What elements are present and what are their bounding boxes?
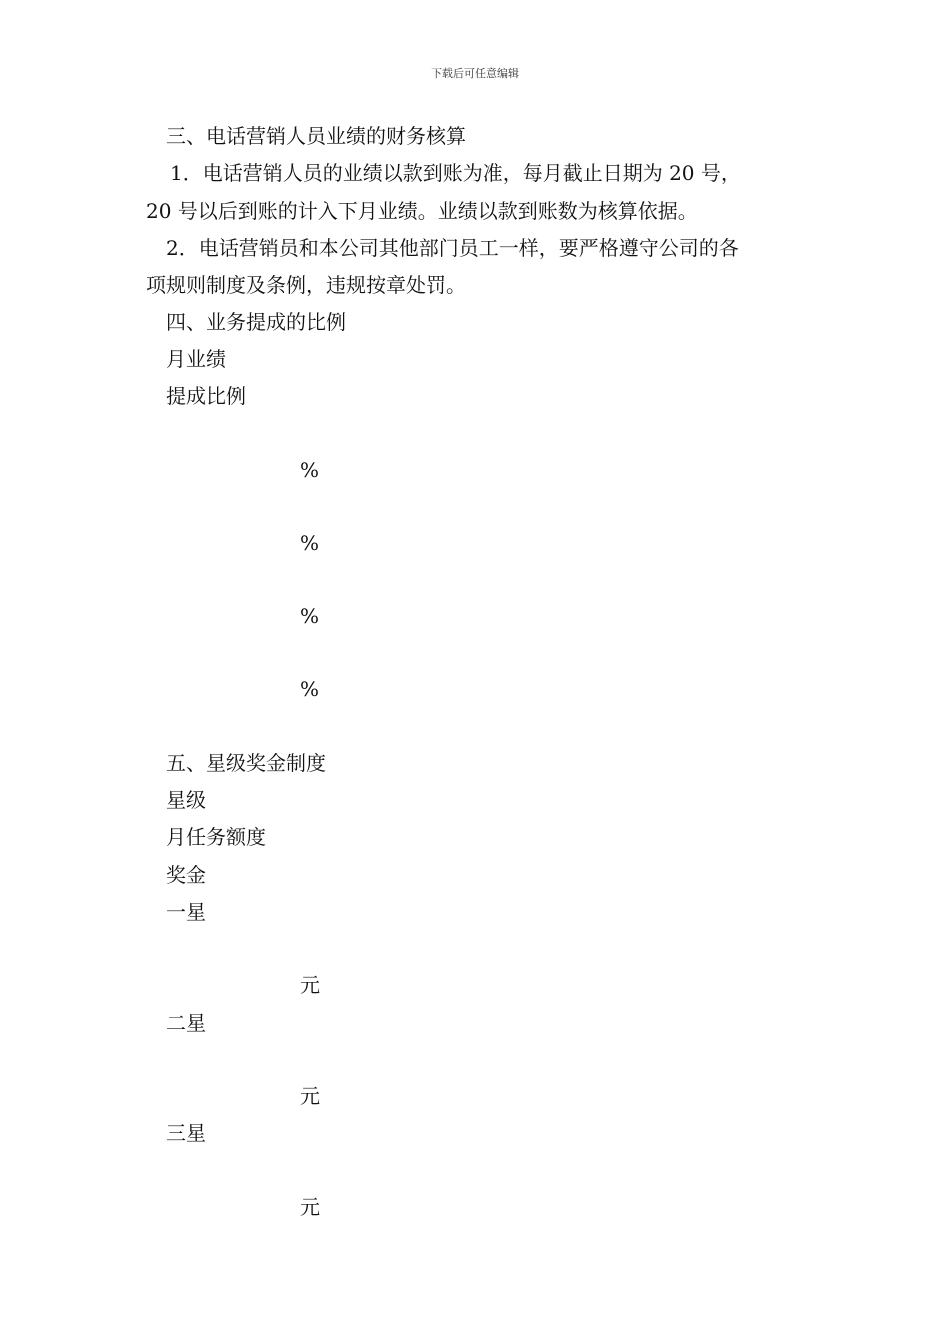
section5-col-star: 星级 [166,788,206,812]
section5-title: 五、星级奖金制度 [166,751,326,775]
section4-title: 四、业务提成的比例 [166,310,346,334]
percent-cell: % [300,458,320,482]
star-level-unit: 元 [300,973,320,997]
section3-title: 三、电话营销人员业绩的财务核算 [166,124,466,148]
section5-col-bonus: 奖金 [166,863,206,887]
star-level-unit: 元 [300,1195,320,1219]
star-level-name: 二星 [166,1011,206,1035]
section4-col-ratio: 提成比例 [166,384,246,408]
section3-item1-line1: 1．电话营销人员的业绩以款到账为准，每月截止日期为 20 号， [170,161,741,185]
percent-cell: % [300,677,320,701]
percent-cell: % [300,531,320,555]
page-header: 下载后可任意编辑 [431,67,519,80]
star-level-name: 三星 [166,1121,206,1145]
section4-col-performance: 月业绩 [166,347,226,371]
section3-item2-line1: 2．电话营销员和本公司其他部门员工一样，要严格遵守公司的各 [166,236,739,260]
section3-item2-line2: 项规则制度及条例，违规按章处罚。 [146,273,466,297]
percent-cell: % [300,604,320,628]
star-level-unit: 元 [300,1084,320,1108]
star-level-name: 一星 [166,900,206,924]
section3-item1-line2: 20 号以后到账的计入下月业绩。业绩以款到账数为核算依据。 [146,199,698,223]
section5-col-quota: 月任务额度 [166,825,266,849]
